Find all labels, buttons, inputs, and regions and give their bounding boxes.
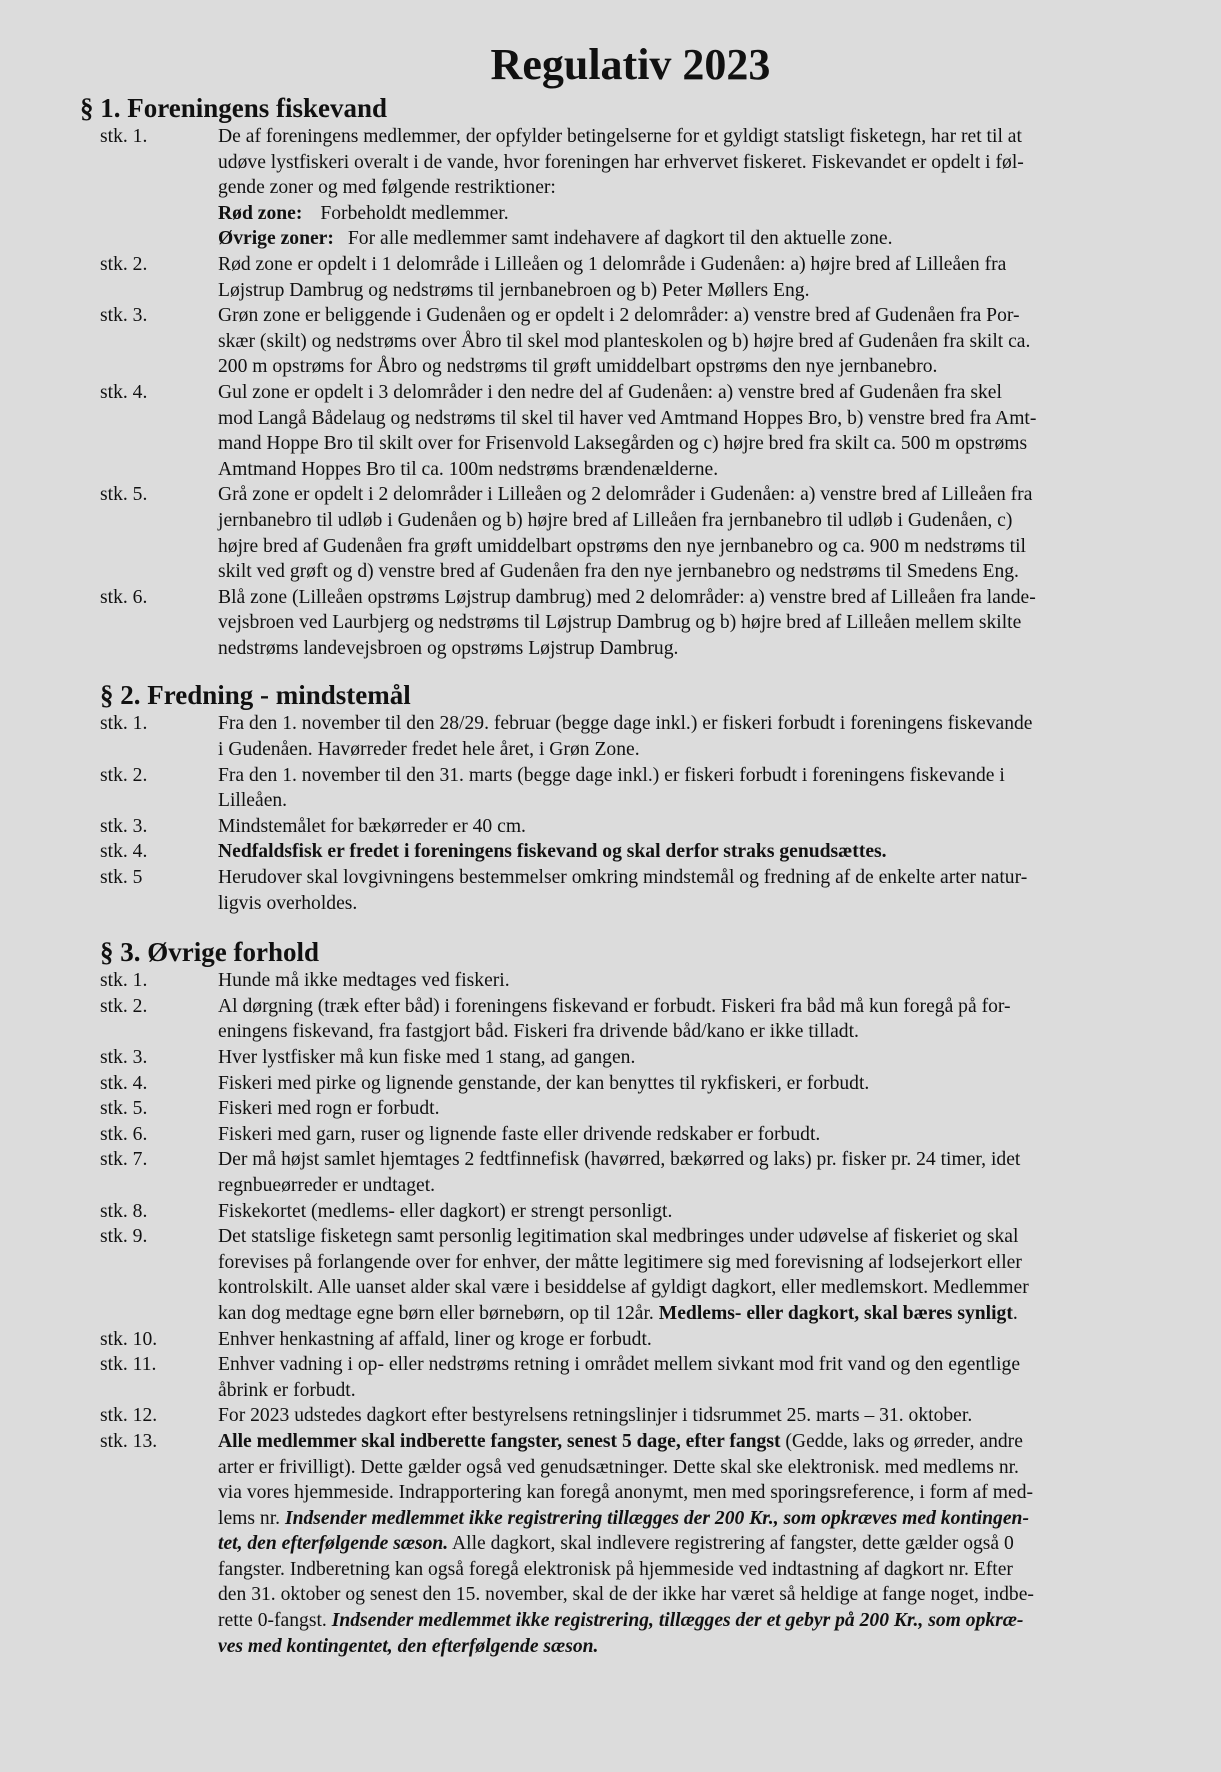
section [100, 936, 1141, 1659]
text-run: den 31. oktober og senest den 15. november, skal de der ikke har været så heldige at fange noget, indbe- [218, 1584, 1034, 1606]
section-items [100, 968, 1141, 1659]
text-line: 200 m opstrøms for Åbro og nedstrøms til grøft umiddelbart opstrøms den nye jernbanebro. [218, 356, 938, 378]
paragraph-number: stk. 1. [100, 126, 148, 147]
text-line [218, 1608, 1141, 1634]
paragraph-item [100, 865, 1141, 916]
text-run-bold-italic: Indsender medlemmet ikke registrering tillægges der 200 Kr., som opkræves med kontingen- [284, 1507, 1029, 1529]
paragraph-number: stk. 11. [100, 1354, 157, 1376]
text-line [218, 1634, 1141, 1660]
paragraph-item [100, 303, 1141, 380]
text-line: Nedfaldsfisk er fredet i foreningens fiskevand og skal derfor straks genudsættes. [218, 841, 887, 863]
text-line: Fiskeri med pirke og lignende genstande, der kan benyttes til rykfiskeri, er forbudt. [218, 1072, 870, 1094]
paragraph-item [100, 1199, 1141, 1225]
text-line: Fiskekortet (medlems- eller dagkort) er strengt personligt. [218, 1200, 673, 1222]
text-line: forevises på forlangende over for enhver, der måtte legitimere sig med forevisning af lodsejerkort eller [218, 1251, 1022, 1273]
text-line: Hver lystfisker må kun fiske med 1 stang, ad gangen. [218, 1047, 636, 1068]
section-heading: § 2. Fredning - mindstemål [100, 680, 411, 711]
paragraph-item [100, 711, 1141, 762]
paragraph-text [218, 1147, 1141, 1198]
paragraph-item [100, 1071, 1141, 1097]
text-line: Det statslige fisketegn samt personlig legitimation skal medbringes under udøvelse af fiskeriet og skal [218, 1226, 1019, 1248]
text-line [218, 1557, 1141, 1583]
text-line: udøve lystfiskeri overalt i de vande, hvor foreningen har erhvervet fiskeret. Fiskevandet er opdelt i føl- [218, 151, 1024, 173]
text-run: arter er frivilligt). Dette gælder også ved genudsætninger. Dette skal ske elektronisk. med medlems nr. [218, 1456, 1019, 1478]
paragraph-item [100, 814, 1141, 840]
text-line: Mindstemålet for bækørreder er 40 cm. [218, 815, 526, 837]
paragraph-item [100, 1429, 1141, 1659]
text-run: (Gedde, laks og ørreder, andre [780, 1430, 1023, 1452]
text-line: Der må højst samlet hjemtages 2 fedtfinnefisk (havørred, bækørred og laks) pr. fisker pr. 24 timer, idet [218, 1149, 1021, 1171]
section [100, 679, 1141, 916]
text-run-bold-italic: ves med kontingentet, den efterfølgende sæson. [218, 1635, 599, 1657]
paragraph-text [218, 994, 1141, 1045]
paragraph-number: stk. 3. [100, 305, 148, 327]
text-line: i Gudenåen. Havørreder fredet hele året, i Grøn Zone. [218, 739, 640, 761]
text-run: kan dog medtage egne børn eller børnebørn, op til 12år. [218, 1302, 659, 1324]
zone-row [218, 201, 1141, 227]
section-items [100, 711, 1141, 916]
paragraph-text [218, 482, 1141, 584]
paragraph-number: stk. 1. [100, 970, 148, 992]
text-line: mand Hoppe Bro til skilt over for Frisenvold Laksegården og c) højre bred fra skilt ca. 500 m opstrøms [218, 433, 1028, 455]
text-run-bold-italic: tet, den efterfølgende sæson. [218, 1533, 449, 1555]
paragraph-item [100, 1147, 1141, 1198]
paragraph-number: stk. 4. [100, 381, 148, 403]
paragraph-text [218, 252, 1141, 303]
text-line [218, 1582, 1141, 1608]
text-line [218, 1301, 1141, 1327]
paragraph-text [218, 303, 1141, 380]
text-line: Amtmand Hoppes Bro til ca. 100m nedstrøms brændenælderne. [218, 458, 719, 480]
paragraph-text [218, 1352, 1141, 1403]
text-line: Løjstrup Dambrug og nedstrøms til jernbanebroen og b) Peter Møllers Eng. [218, 279, 810, 301]
paragraph-item [100, 994, 1141, 1045]
text-line: kontrolskilt. Alle uanset alder skal være i besiddelse af gyldigt dagkort, eller medlemskort. Medlemmer [218, 1277, 1029, 1299]
text-line [218, 1480, 1141, 1506]
paragraph-item [100, 968, 1141, 994]
text-line: nedstrøms landevejsbroen og opstrøms Løjstrup Dambrug. [218, 637, 679, 659]
paragraph-number: stk. 5. [100, 484, 148, 506]
paragraph-text [218, 380, 1141, 482]
text-line: eningens fiskevand, fra fastgjort båd. Fiskeri fra drivende båd/kano er ikke tilladt. [218, 1021, 859, 1043]
paragraph-number: stk. 5 [100, 867, 143, 889]
paragraph-text [218, 1045, 1141, 1071]
text-run: via vores hjemmeside. Indrapportering kan foregå anonymt, men med sporingsreference, i form af med- [218, 1482, 1034, 1504]
paragraph-number: stk. 3. [100, 1047, 148, 1068]
paragraph-item [100, 124, 1141, 252]
paragraph-text [218, 763, 1141, 814]
section-heading: § 1. Foreningens fiskevand [80, 93, 388, 123]
paragraph-number: stk. 2. [100, 995, 148, 1017]
zone-label: Rød zone: [218, 202, 303, 224]
text-line [218, 1531, 1141, 1557]
text-run: Alle dagkort, skal indlevere registrering af fangster, dette gælder også 0 [448, 1533, 1014, 1555]
paragraph-item [100, 380, 1141, 482]
text-line: skilt ved grøft og d) venstre bred af Gudenåen fra den nye jernbanebro og nedstrøms til Smedens Eng. [218, 561, 1019, 583]
paragraph-number: stk. 6. [100, 1123, 148, 1145]
paragraph-number: stk. 4. [100, 1072, 148, 1094]
text-line: højre bred af Gudenåen fra grøft umiddelbart opstrøms den nye jernbanebro og ca. 900 m nedstrøms til [218, 535, 1027, 557]
text-run: rette 0-fangst. [218, 1610, 332, 1632]
text-line: jernbanebro til udløb i Gudenåen og b) højre bred af Lilleåen fra jernbanebro til udløb i Gudenåen, c) [218, 509, 1013, 531]
zone-description: Forbeholdt medlemmer. [320, 202, 509, 224]
paragraph-item [100, 1327, 1141, 1353]
text-line: Enhver vadning i op- eller nedstrøms retning i området mellem sivkant mod frit vand og den egentlige [218, 1354, 1021, 1376]
paragraph-text [218, 865, 1141, 916]
zone-row [218, 226, 1141, 252]
text-run-bold: Alle medlemmer skal indberette fangster, senest 5 dage, efter fangst [218, 1430, 781, 1452]
text-line: gende zoner og med følgende restriktioner: [218, 177, 556, 199]
paragraph-item [100, 839, 1141, 865]
text-line: Gul zone er opdelt i 3 delområder i den nedre del af Gudenåen: a) venstre bred af Gudenåen fra skel [218, 381, 1002, 403]
paragraph-item [100, 585, 1141, 662]
paragraph-number: stk. 13. [100, 1430, 158, 1452]
text-line: Lilleåen. [218, 790, 288, 812]
text-run-bold: Medlems- eller dagkort, skal bæres synligt [658, 1302, 1013, 1324]
paragraph-number: stk. 7. [100, 1149, 148, 1171]
text-line: Hunde må ikke medtages ved fiskeri. [218, 970, 510, 992]
paragraph-number: stk. 2. [100, 764, 148, 786]
text-line: regnbueørreder er undtaget. [218, 1174, 436, 1196]
paragraph-number: stk. 3. [100, 815, 148, 837]
text-line: Fiskeri med garn, ruser og lignende faste eller drivende redskaber er forbudt. [218, 1123, 821, 1145]
paragraph-item [100, 1352, 1141, 1403]
text-line: Fra den 1. november til den 28/29. februar (begge dage inkl.) er fiskeri forbudt i foreningens fiskevande [218, 713, 1033, 735]
text-line [218, 1506, 1141, 1532]
paragraph-number: stk. 1. [100, 713, 148, 735]
paragraph-number: stk. 8. [100, 1200, 148, 1222]
text-line: Enhver henkastning af affald, liner og kroge er forbudt. [218, 1328, 652, 1350]
section-heading: § 3. Øvrige forhold [100, 937, 319, 968]
paragraph-number: stk. 2. [100, 253, 148, 275]
text-line: skær (skilt) og nedstrøms over Åbro til skel mod planteskolen og b) højre bred af Gudenåen fra skilt ca. [218, 330, 1031, 352]
text-line: ligvis overholdes. [218, 892, 358, 914]
paragraph-item [100, 1096, 1141, 1122]
paragraph-item [100, 1403, 1141, 1429]
paragraph-number: stk. 12. [100, 1405, 158, 1427]
paragraph-text [218, 1199, 1141, 1225]
paragraph-text [218, 1071, 1141, 1097]
paragraph-item [100, 252, 1141, 303]
paragraph-item [100, 1122, 1141, 1148]
paragraph-text [218, 814, 1141, 840]
text-line: Rød zone er opdelt i 1 delområde i Lilleåen og 1 delområde i Gudenåen: a) højre bred af Lilleåen fra [218, 253, 1007, 275]
text-line: Al dørgning (træk efter båd) i foreningens fiskevand er forbudt. Fiskeri fra båd må kun foregå på for- [218, 995, 1011, 1017]
section-items [100, 124, 1141, 661]
paragraph-text [218, 1224, 1141, 1326]
paragraph-text [218, 1327, 1141, 1353]
text-line: mod Langå Bådelaug og nedstrøms til skel til haver ved Amtmand Hoppes Bro, b) venstre bred fra Amt- [218, 407, 1037, 429]
paragraph-number: stk. 10. [100, 1328, 158, 1350]
text-line: Herudover skal lovgivningens bestemmelser omkring mindstemål og fredning af de enkelte arter natur- [218, 867, 1028, 889]
paragraph-text [218, 711, 1141, 762]
document-body [80, 92, 1141, 1659]
text-line: Blå zone (Lilleåen opstrøms Løjstrup dambrug) med 2 delområder: a) venstre bred af Lilleåen fra lande- [218, 586, 1036, 608]
zone-description: For alle medlemmer samt indehavere af dagkort til den aktuelle zone. [347, 228, 893, 250]
paragraph-number: stk. 9. [100, 1226, 148, 1248]
paragraph-item [100, 1224, 1141, 1326]
document-title: Regulativ 2023 [490, 40, 771, 89]
paragraph-item [100, 1045, 1141, 1071]
text-line: Grå zone er opdelt i 2 delområder i Lilleåen og 2 delområder i Gudenåen: a) venstre bred af Lilleåen fra [218, 484, 1033, 506]
text-line: Fra den 1. november til den 31. marts (begge dage inkl.) er fiskeri forbudt i foreningens fiskevande i [218, 764, 1005, 786]
text-line [218, 1455, 1141, 1481]
paragraph-text [218, 1429, 1141, 1659]
text-line: For 2023 udstedes dagkort efter bestyrelsens retningslinjer i tidsrummet 25. marts – 31. oktober. [218, 1405, 973, 1427]
paragraph-text [218, 585, 1141, 662]
text-line: vejsbroen ved Laurbjerg og nedstrøms til Løjstrup Dambrug og b) højre bred af Lilleåen mellem skilte [218, 612, 1022, 634]
paragraph-text [218, 1096, 1141, 1122]
paragraph-number: stk. 4. [100, 841, 148, 863]
paragraph-item [100, 482, 1141, 584]
text-run: fangster. Indberetning kan også foregå elektronisk på hjemmeside ved indtastning af dagkort nr. Efter [218, 1558, 1013, 1580]
text-run-bold-italic: Indsender medlemmet ikke registrering, tillægges der et gebyr på 200 Kr., som opkræ- [331, 1610, 1024, 1632]
paragraph-number: stk. 5. [100, 1098, 148, 1120]
text-run: . [1012, 1302, 1018, 1324]
text-line: åbrink er forbudt. [218, 1379, 356, 1401]
text-line: Grøn zone er beliggende i Gudenåen og er opdelt i 2 delområder: a) venstre bred af Gudenåen fra Por- [218, 305, 1020, 327]
paragraph-text [218, 124, 1141, 252]
section [80, 92, 1141, 661]
paragraph-item [100, 763, 1141, 814]
paragraph-text [218, 1122, 1141, 1148]
paragraph-text [218, 839, 1141, 865]
paragraph-text [218, 1403, 1141, 1429]
text-line [218, 1429, 1141, 1455]
text-line: Fiskeri med rogn er forbudt. [218, 1098, 440, 1120]
paragraph-text [218, 968, 1141, 994]
zone-label: Øvrige zoner: [218, 228, 334, 250]
paragraph-number: stk. 6. [100, 586, 148, 608]
text-run: lems nr. [218, 1507, 285, 1529]
text-line: De af foreningens medlemmer, der opfylder betingelserne for et gyldigt statsligt fisketegn, har ret til at [218, 126, 1022, 147]
